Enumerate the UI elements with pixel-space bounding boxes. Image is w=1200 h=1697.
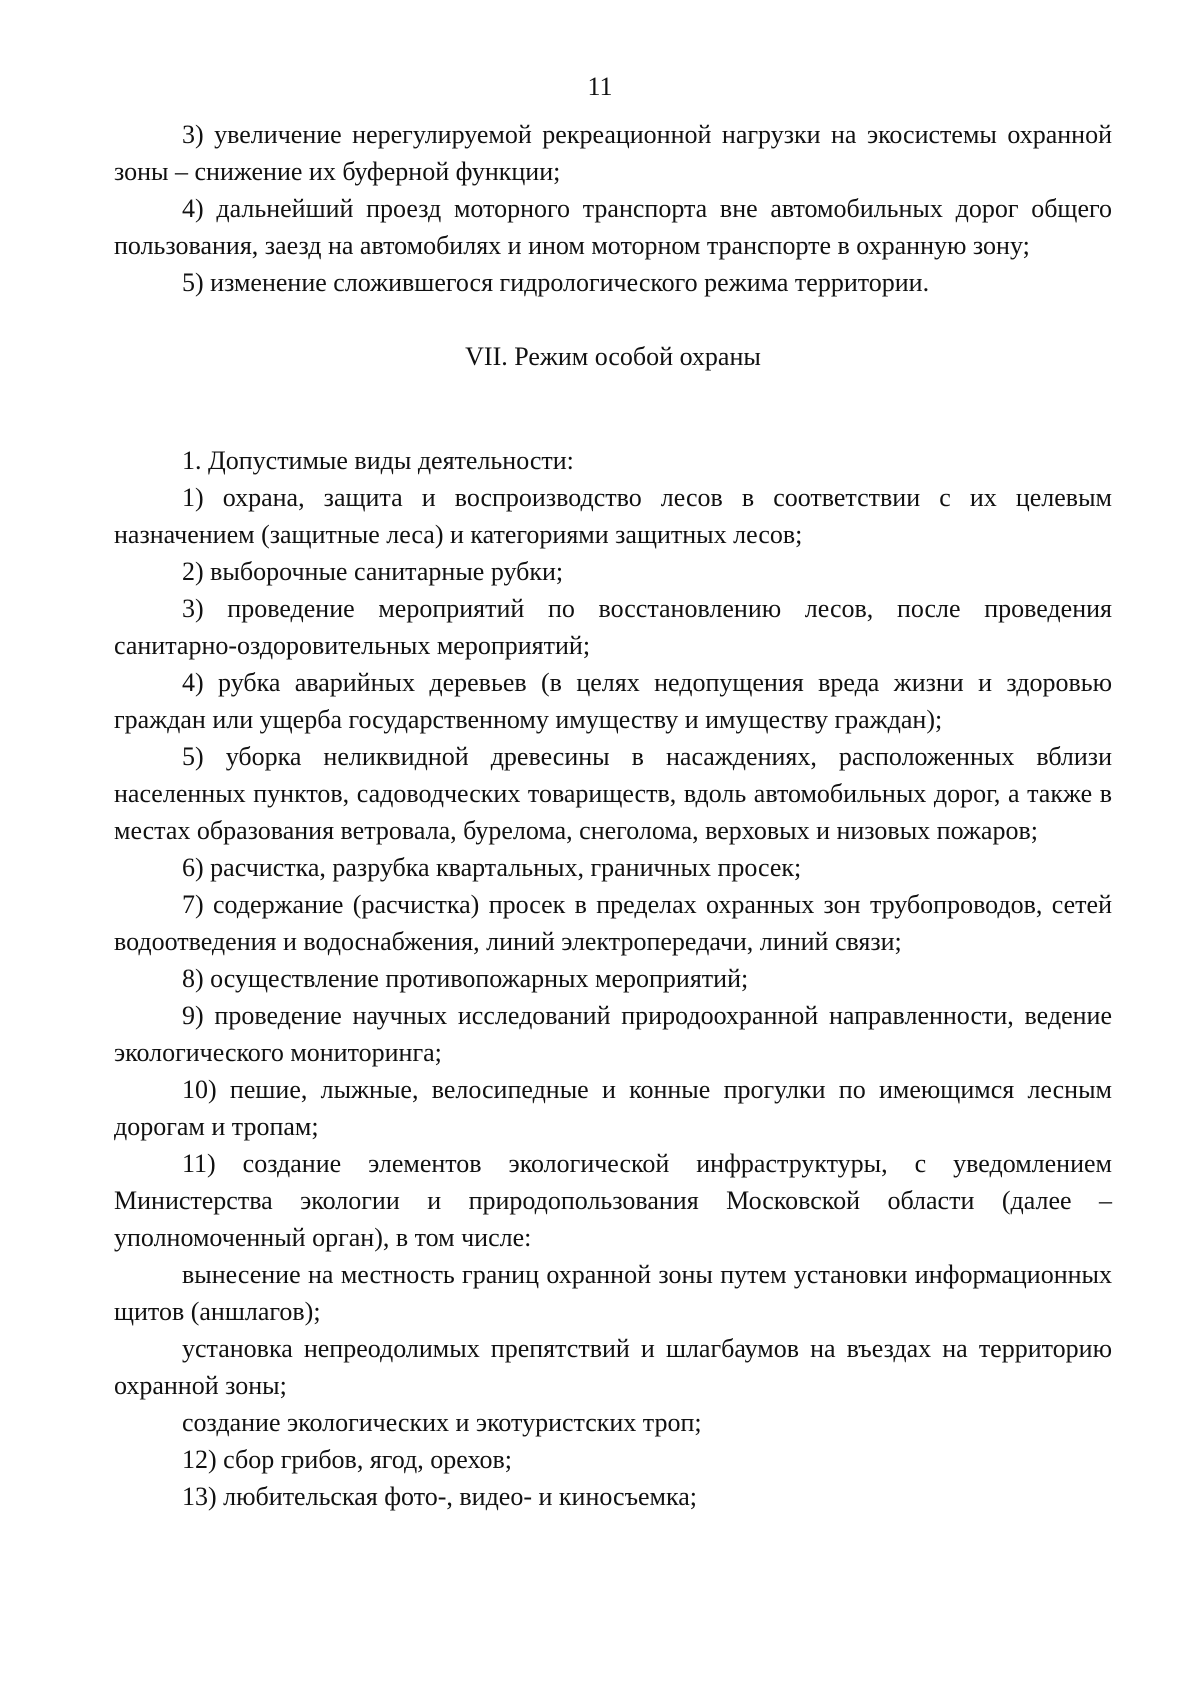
section-heading: VII. Режим особой охраны (465, 342, 761, 371)
document-body (114, 116, 1112, 1515)
sub-item: установка непреодолимых препятствий и шлагбаумов на въездах на территорию охранной зоны; (114, 1334, 1112, 1400)
paragraph: 4) дальнейший проезд моторного транспорта вне автомобильных дорог общего пользования, заезд на автомобилях и ином моторном транспорте в охранную зону; (114, 194, 1112, 260)
list-item: 9) проведение научных исследований природоохранной направленности, ведение экологического мониторинга; (114, 1001, 1112, 1067)
list-item: 1) охрана, защита и воспроизводство лесов в соответствии с их целевым назначением (защитные леса) и категориями защитных лесов; (114, 483, 1112, 549)
paragraph: 1. Допустимые виды деятельности: (182, 446, 574, 475)
sub-item: вынесение на местность границ охранной зоны путем установки информационных щитов (аншлагов); (114, 1260, 1112, 1326)
list-item: 8) осуществление противопожарных мероприятий; (182, 964, 749, 993)
list-item: 4) рубка аварийных деревьев (в целях недопущения вреда жизни и здоровью граждан или ущерба государственному имуществу и имуществу граждан); (114, 668, 1112, 734)
list-item: 12) сбор грибов, ягод, орехов; (182, 1445, 512, 1474)
paragraph: 5) изменение сложившегося гидрологического режима территории. (182, 268, 930, 297)
list-item: 3) проведение мероприятий по восстановлению лесов, после проведения санитарно-оздоровительных мероприятий; (114, 594, 1112, 660)
spacer (114, 412, 1112, 442)
list-item: 6) расчистка, разрубка квартальных, граничных просек; (182, 853, 802, 882)
list-item: 5) уборка неликвидной древесины в насаждениях, расположенных вблизи населенных пунктов, садоводческих товариществ, вдоль автомобильных дорог, а также в местах образования ветровала, бурелома, снеголома, верховых и низовых пожаров; (114, 742, 1112, 845)
paragraph: 3) увеличение нерегулируемой рекреационной нагрузки на экосистемы охранной зоны – снижение их буферной функции; (114, 120, 1112, 186)
list-item: 10) пешие, лыжные, велосипедные и конные прогулки по имеющимся лесным дорогам и тропам; (114, 1075, 1112, 1141)
list-item: 13) любительская фото-, видео- и киносъемка; (182, 1482, 698, 1511)
page-number: 11 (587, 72, 613, 101)
list-item: 11) создание элементов экологической инфраструктуры, с уведомлением Министерства экологии и природопользования Московской области (далее – уполномоченный орган), в том числе: (114, 1149, 1112, 1252)
sub-item: создание экологических и экотуристских троп; (182, 1408, 702, 1437)
list-item: 7) содержание (расчистка) просек в пределах охранных зон трубопроводов, сетей водоотведения и водоснабжения, линий электропередачи, линий связи; (114, 890, 1112, 956)
list-item: 2) выборочные санитарные рубки; (182, 557, 564, 586)
